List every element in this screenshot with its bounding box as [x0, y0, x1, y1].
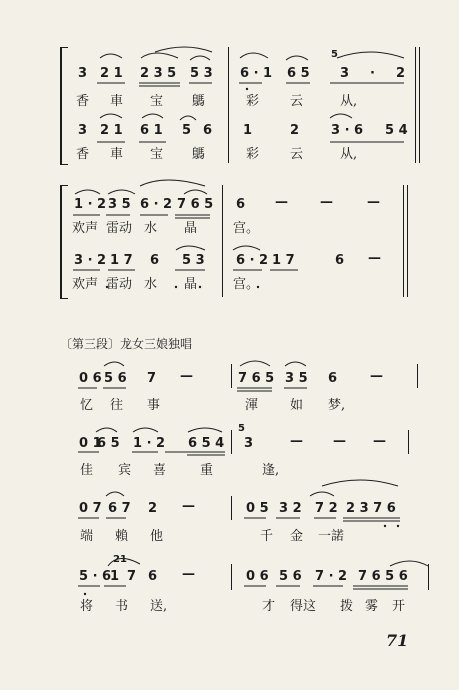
note: 6 5 — [97, 436, 120, 451]
lyric: 喜 — [153, 463, 167, 478]
lyric: 得这 — [290, 599, 317, 614]
lyric: 往 — [110, 398, 124, 413]
barline — [231, 564, 232, 590]
barline — [228, 47, 229, 163]
note: 6 — [150, 253, 160, 268]
lyric: 佳 — [80, 463, 94, 478]
note: 5 — [182, 123, 192, 138]
note: 2 1 — [100, 66, 123, 81]
dash: — — [373, 434, 386, 449]
note: 2 — [396, 66, 406, 81]
grace-note: 5 — [238, 423, 245, 434]
note: 3 · 2 — [74, 253, 107, 268]
lyric: 香 — [76, 94, 90, 109]
system-brace — [60, 47, 68, 165]
note: 7 6 5 — [177, 197, 214, 212]
lyric: 鷌 — [192, 147, 206, 162]
barline — [417, 364, 418, 388]
lyric: 逢, — [262, 463, 280, 478]
note: 7 — [147, 371, 157, 386]
note: 0 1 — [79, 436, 102, 451]
dash: — — [180, 369, 193, 384]
barline — [408, 430, 409, 454]
note: 6 · 2 — [140, 197, 173, 212]
barline — [222, 185, 223, 297]
note: 2 — [148, 501, 158, 516]
note: 0 6 — [246, 569, 269, 584]
note: 3 — [244, 436, 254, 451]
note: 0 5 — [246, 501, 269, 516]
lyric: 如 — [290, 398, 304, 413]
lyric: 渾 — [245, 398, 259, 413]
note: 7 6 5 6 — [358, 569, 408, 584]
note: 6 5 4 — [188, 436, 225, 451]
note: 2 — [290, 123, 300, 138]
lyric: 欢声 — [72, 277, 99, 292]
note: 1 — [110, 569, 120, 584]
barline — [428, 564, 429, 590]
note: 5 3 — [182, 253, 205, 268]
note: · — [370, 66, 375, 81]
lyric: 晶 — [184, 277, 198, 292]
dash: — — [182, 567, 195, 582]
dash: — — [182, 499, 195, 514]
note: 0 7 — [79, 501, 102, 516]
lyric: 宝 — [150, 147, 164, 162]
note: 3 — [78, 123, 88, 138]
lyric: 欢声 — [72, 221, 99, 236]
grace-note: 5 — [331, 49, 338, 60]
note: 3 · 6 — [331, 123, 364, 138]
note: 3 — [340, 66, 350, 81]
lyric: 雾 — [365, 599, 379, 614]
barline — [231, 364, 232, 388]
lyric: 雷动 — [106, 277, 133, 292]
lyric: 重 — [200, 463, 214, 478]
lyric: 他 — [150, 529, 164, 544]
section-title: 〔第三段〕龙女三娘独唱 — [60, 337, 193, 351]
lyric: 拨 — [340, 599, 354, 614]
system-brace — [60, 185, 68, 299]
lyric: 鷌 — [192, 94, 206, 109]
lyric: 水 — [144, 221, 158, 236]
note: 2 3 7 6 — [346, 501, 396, 516]
note: 1 — [243, 123, 253, 138]
lyric: 宫。 — [233, 277, 260, 292]
lyric: 晶 — [184, 221, 198, 236]
dash: — — [320, 195, 333, 210]
lyric: 书 — [115, 599, 129, 614]
note: 6 · 1 — [240, 66, 273, 81]
note: 6 · 2 — [236, 253, 269, 268]
lyric: 开 — [392, 599, 406, 614]
note: 5 4 — [385, 123, 408, 138]
lyric: 梦, — [328, 398, 346, 413]
lyric: 端 — [80, 529, 94, 544]
barline — [415, 47, 416, 163]
barline — [419, 47, 420, 163]
lyric: 从, — [340, 147, 358, 162]
barline — [231, 430, 232, 454]
note: 1 · 2 — [74, 197, 107, 212]
lyric: 香 — [76, 147, 90, 162]
note: 1 7 — [272, 253, 295, 268]
note: 1 · 2 — [133, 436, 166, 451]
note: 7 — [127, 569, 137, 584]
lyric: 将 — [80, 599, 94, 614]
lyric: 忆 — [80, 398, 94, 413]
lyric: 彩 — [246, 147, 260, 162]
lyric: 賴 — [115, 529, 129, 544]
lyric: 水 — [144, 277, 158, 292]
lyric: 才 — [262, 599, 276, 614]
note: 3 — [78, 66, 88, 81]
dash: — — [368, 251, 381, 266]
lyric: 事 — [147, 398, 161, 413]
dash: — — [367, 195, 380, 210]
note: 3 5 — [108, 197, 131, 212]
lyric: 金 — [290, 529, 304, 544]
lyric: 車 — [110, 94, 124, 109]
lyric: 宫。 — [233, 221, 260, 236]
note: 7 6 5 — [238, 371, 275, 386]
lyric: 一諾 — [318, 529, 345, 544]
note: 6 5 — [287, 66, 310, 81]
note: 1 7 — [110, 253, 133, 268]
dash: — — [275, 195, 288, 210]
note: 6 7 — [108, 501, 131, 516]
page-number: 71 — [386, 631, 409, 650]
lyric: 宝 — [150, 94, 164, 109]
note: 7 2 — [315, 501, 338, 516]
note: 3 2 — [279, 501, 302, 516]
dash: — — [333, 434, 346, 449]
note: 5 · 6 — [79, 569, 112, 584]
note: 2 3 5 — [140, 66, 177, 81]
note: 6 — [328, 371, 338, 386]
note: 6 1 — [140, 123, 163, 138]
lyric: 車 — [110, 147, 124, 162]
note: 5 3 — [190, 66, 213, 81]
note: 0 6 — [79, 371, 102, 386]
dash: — — [370, 369, 383, 384]
lyric: 从, — [340, 94, 358, 109]
barline — [231, 496, 232, 520]
note: 6 — [335, 253, 345, 268]
note: 2 1 — [100, 123, 123, 138]
lyric: 送, — [150, 599, 168, 614]
note: 6 — [236, 197, 246, 212]
lyric: 云 — [290, 94, 304, 109]
note: 6 — [203, 123, 213, 138]
lyric: 彩 — [246, 94, 260, 109]
grace-note: 21 — [113, 554, 127, 565]
lyric: 云 — [290, 147, 304, 162]
note: 6 — [148, 569, 158, 584]
note: 7 · 2 — [315, 569, 348, 584]
lyric: 千 — [260, 529, 274, 544]
dash: — — [290, 434, 303, 449]
barline — [407, 185, 408, 297]
note: 5 6 — [104, 371, 127, 386]
lyric: 宾 — [118, 463, 132, 478]
note: 5 6 — [279, 569, 302, 584]
barline — [403, 185, 404, 297]
lyric: 雷动 — [106, 221, 133, 236]
note: 3 5 — [285, 371, 308, 386]
